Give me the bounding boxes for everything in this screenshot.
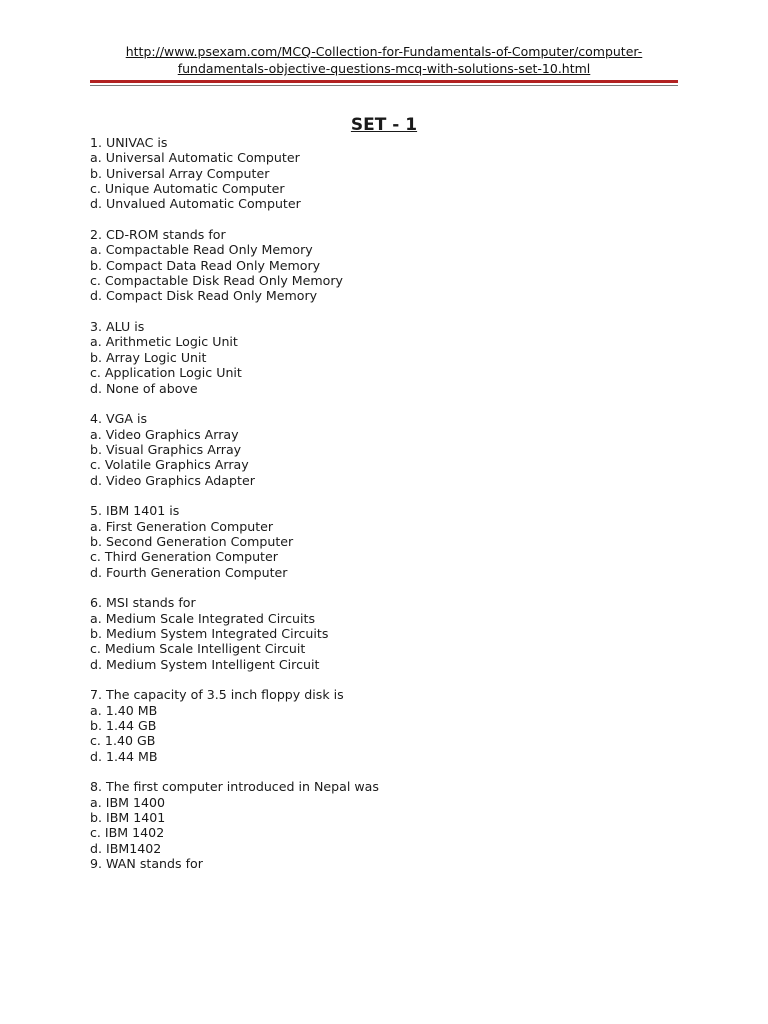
option-c: c. Application Logic Unit — [90, 365, 242, 381]
option-c: c. Compactable Disk Read Only Memory — [90, 273, 344, 289]
option-a: a. Universal Automatic Computer — [90, 150, 300, 166]
question-block-9 — [90, 856, 690, 871]
option-a: a. IBM 1400 — [90, 794, 165, 810]
option-d: d. Medium System Intelligent Circuit — [90, 656, 320, 672]
question-block-6 — [90, 595, 690, 672]
question-block-7 — [90, 687, 690, 764]
option-d: d. IBM1402 — [90, 840, 162, 856]
option-c: c. IBM 1402 — [90, 825, 165, 841]
question-text: 3. ALU is — [90, 319, 145, 335]
option-a: a. Medium Scale Integrated Circuits — [90, 610, 316, 626]
option-a: a. Video Graphics Array — [90, 426, 239, 442]
option-a: a. 1.40 MB — [90, 702, 158, 718]
source-url-line-1[interactable]: http://www.psexam.com/MCQ-Collection-for-Fundamentals-of-Computer/computer- — [125, 44, 643, 59]
option-c: c. Medium Scale Intelligent Circuit — [90, 641, 306, 657]
option-d: d. None of above — [90, 380, 198, 396]
option-b: b. Compact Data Read Only Memory — [90, 257, 321, 273]
question-block-8 — [90, 779, 690, 856]
option-d: d. Video Graphics Adapter — [90, 472, 255, 488]
question-text: 6. MSI stands for — [90, 595, 196, 611]
option-c: c. Third Generation Computer — [90, 549, 278, 565]
option-a: a. Compactable Read Only Memory — [90, 242, 313, 258]
question-block-3 — [90, 319, 690, 396]
question-text: 4. VGA is — [90, 411, 148, 427]
question-text: 7. The capacity of 3.5 inch floppy disk is — [90, 687, 344, 703]
source-url[interactable] — [90, 43, 678, 77]
option-d: d. Fourth Generation Computer — [90, 564, 288, 580]
option-b: b. IBM 1401 — [90, 810, 166, 826]
source-url-line-2[interactable]: fundamentals-objective-questions-mcq-with-solutions-set-10.html — [177, 61, 591, 76]
question-text: 8. The first computer introduced in Nepal was — [90, 779, 379, 795]
question-text: 5. IBM 1401 is — [90, 503, 180, 519]
option-b: b. Second Generation Computer — [90, 533, 294, 549]
option-d: d. 1.44 MB — [90, 748, 158, 764]
header-divider-thick — [90, 80, 678, 83]
option-b: b. Medium System Integrated Circuits — [90, 626, 329, 641]
header-divider-thin — [90, 85, 678, 86]
question-block-5 — [90, 503, 690, 580]
question-list — [90, 135, 690, 872]
question-block-2 — [90, 227, 690, 304]
option-a: a. First Generation Computer — [90, 518, 274, 534]
option-b: b. 1.44 GB — [90, 718, 157, 734]
option-c: c. Unique Automatic Computer — [90, 181, 285, 197]
question-text: 9. WAN stands for — [90, 856, 203, 872]
question-text: 2. CD-ROM stands for — [90, 227, 226, 243]
option-c: c. Volatile Graphics Array — [90, 457, 249, 473]
option-d: d. Compact Disk Read Only Memory — [90, 288, 318, 304]
option-a: a. Arithmetic Logic Unit — [90, 334, 238, 350]
question-text: 1. UNIVAC is — [90, 135, 168, 150]
option-b: b. Universal Array Computer — [90, 165, 270, 181]
set-title: SET - 1 — [350, 115, 418, 135]
option-c: c. 1.40 GB — [90, 733, 156, 749]
question-block-1 — [90, 135, 690, 212]
question-block-4 — [90, 411, 690, 488]
option-d: d. Unvalued Automatic Computer — [90, 196, 301, 212]
option-b: b. Visual Graphics Array — [90, 441, 242, 457]
option-b: b. Array Logic Unit — [90, 349, 207, 365]
